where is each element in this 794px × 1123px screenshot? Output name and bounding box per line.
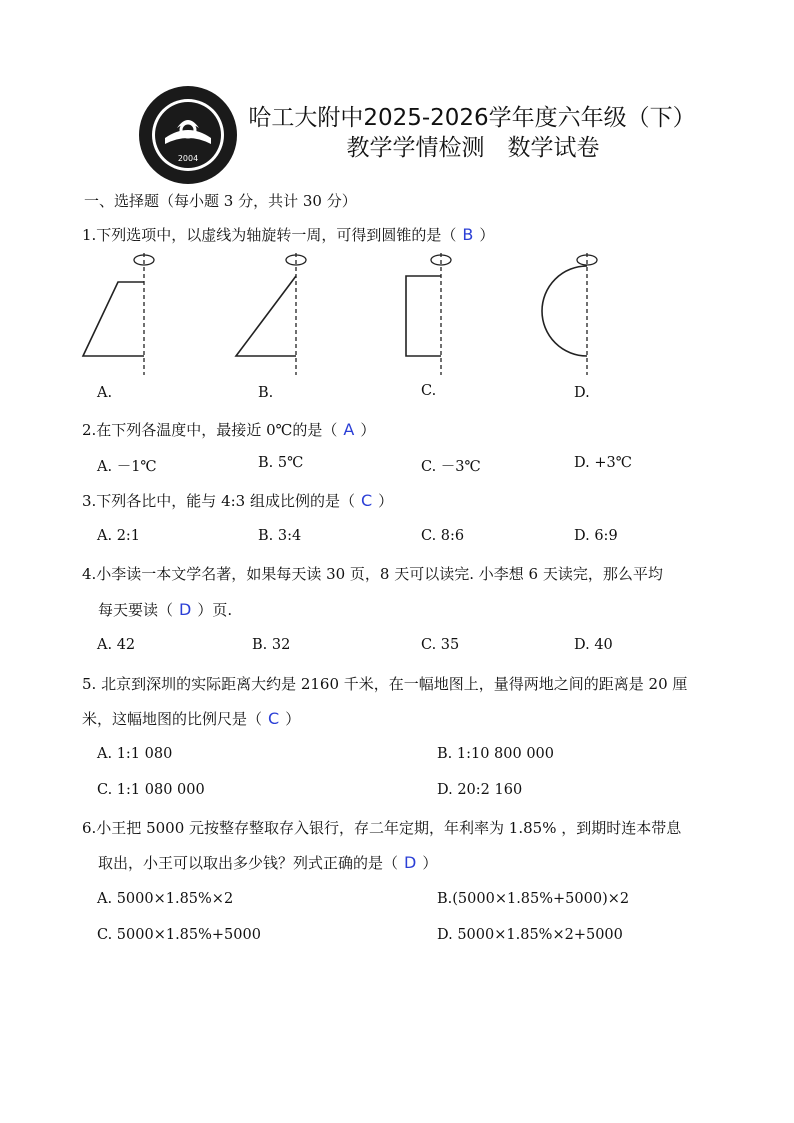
question-stem: 取出，小王可以取出多少钱？列式正确的是（ (98, 854, 399, 872)
option-a: A. 42 (97, 637, 136, 653)
option-d: D. +3℃ (574, 455, 632, 471)
exam-title-line2: 教学学情检测 数学试卷 (346, 135, 600, 161)
option-b: B. (258, 385, 274, 401)
answer-mark: D (179, 600, 192, 619)
question-6 (98, 852, 437, 873)
section-heading: 一、选择题（每小题 3 分，共计 30 分） (84, 192, 357, 210)
question-stem: 2.在下列各温度中，最接近 0℃的是（ (82, 421, 338, 439)
shape-semicircle (542, 266, 587, 356)
logo-year: 2004 (177, 154, 199, 163)
option-d: D. 20:2 160 (437, 782, 523, 798)
answer-mark: A (343, 420, 355, 439)
option-c: C. (421, 383, 437, 399)
option-a: A. (97, 385, 113, 401)
question-stem-end: ） (479, 226, 495, 244)
question-4 (98, 599, 232, 620)
option-b: B.(5000×1.85%+5000)×2 (437, 891, 630, 907)
option-d: D. (574, 385, 590, 401)
answer-mark: B (462, 225, 474, 244)
option-d: D. 6:9 (574, 528, 618, 544)
option-a: A. 5000×1.85%×2 (97, 891, 234, 907)
option-b: B. 3:4 (258, 528, 302, 544)
question-stem: 每天要读（ (98, 601, 174, 619)
option-d: D. 40 (574, 637, 613, 653)
option-a: A. 1:1 080 (97, 746, 173, 762)
question-stem-end: ） (285, 710, 301, 728)
exam-title-line1: 哈工大附中2025-2026学年度六年级（下） (248, 105, 696, 131)
rotation-figures (70, 250, 750, 380)
option-b: B. 1:10 800 000 (437, 746, 555, 762)
question-stem: 1.下列选项中，以虚线为轴旋转一周，可得到圆锥的是（ (82, 226, 457, 244)
shape-triangle (236, 276, 296, 356)
shape-trapezoid (83, 282, 144, 356)
option-b: B. 5℃ (258, 455, 304, 471)
option-a: A. 2:1 (97, 528, 141, 544)
shape-rectangle (406, 276, 441, 356)
question-stem-end: ） (378, 492, 394, 510)
question-2 (82, 419, 375, 440)
answer-mark: C (268, 709, 280, 728)
question-stem: 3.下列各比中，能与 4:3 组成比例的是（ (82, 492, 355, 510)
option-c: C. 8:6 (421, 528, 465, 544)
question-4-line1: 4.小李读一本文学名著，如果每天读 30 页，8 天可以读完. 小李想 6 天读完，那么平均 (82, 565, 663, 583)
option-c: C. 35 (421, 637, 460, 653)
question-stem: 米，这幅地图的比例尺是（ (82, 710, 263, 728)
question-3 (82, 490, 393, 511)
option-a: A. －1℃ (97, 459, 157, 475)
question-stem-end: ） (422, 854, 438, 872)
question-1 (82, 224, 494, 245)
question-stem-end: ）页. (197, 601, 233, 619)
answer-mark: D (404, 853, 417, 872)
question-5 (82, 708, 300, 729)
option-d: D. 5000×1.85%×2+5000 (437, 927, 623, 943)
question-6-line1: 6.小王把 5000 元按整存整取存入银行，存二年定期，年利率为 1.85% ，到期时连本带息 (82, 819, 682, 837)
option-b: B. 32 (252, 637, 291, 653)
option-c: C. －3℃ (421, 459, 481, 475)
question-stem-end: ） (360, 421, 376, 439)
question-5-line1: 5. 北京到深圳的实际距离大约是 2160 千米，在一幅地图上，量得两地之间的距离是 20 厘 (82, 675, 688, 693)
answer-mark: C (361, 491, 373, 510)
option-c: C. 5000×1.85%+5000 (97, 927, 261, 943)
option-c: C. 1:1 080 000 (97, 782, 205, 798)
